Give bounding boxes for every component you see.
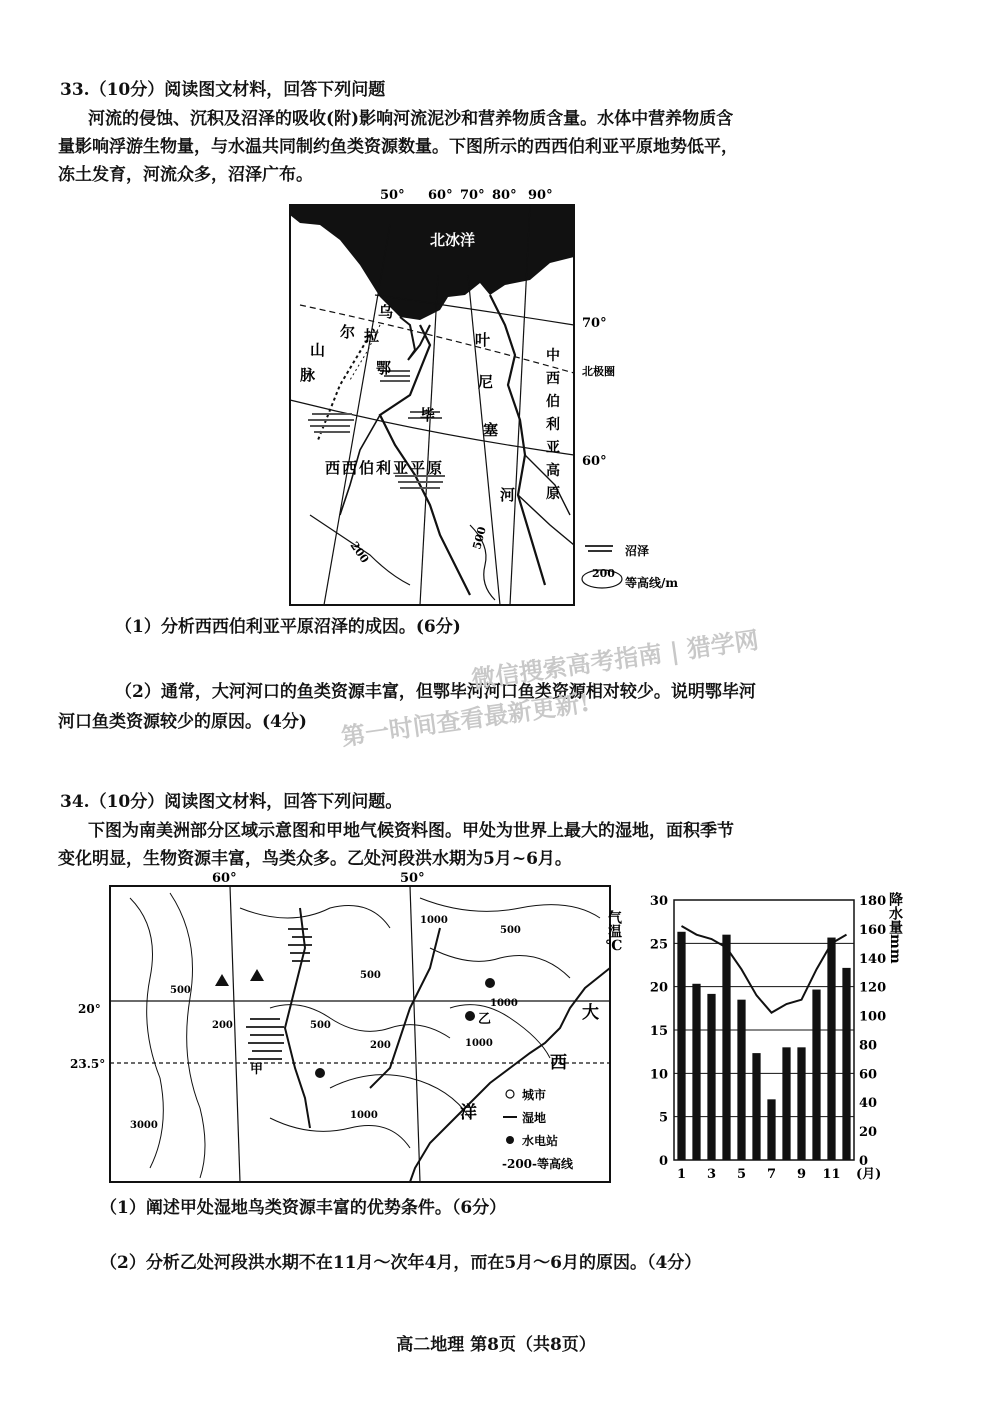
q33-sub1: （1）分析西西伯利亚平原沼泽的成因。(6分) [115,617,461,637]
y-left-tick: 15 [649,1024,668,1039]
y-left-tick: 30 [649,894,668,909]
meridian [420,275,438,605]
plateau-label: 利 [546,417,560,433]
legend-contour: -200-等高线 [502,1157,574,1171]
y-right-tick: 160 [859,922,887,938]
legend-swamp: 沼泽 [625,544,650,558]
hydro-station [465,1011,475,1021]
x-tick: 11 [822,1167,841,1182]
temperature-line [682,926,847,1013]
precipitation-bar [752,1053,760,1160]
contour-value: 500 [360,970,381,981]
legend-city-symbol [506,1090,514,1098]
y-right-tick: 40 [859,1096,878,1112]
q34-text-line1: 下图为南美洲部分区域示意图和甲地气候资料图。甲处为世界上最大的湿地，面积季节 [88,821,734,841]
climate-chart [606,880,910,1185]
atlantic-label: 大 [582,1003,599,1023]
precipitation-bar [827,938,835,1160]
yenisei-label: 河 [500,486,516,504]
ural-label: 乌 [378,303,394,321]
contour-value: 500 [170,985,191,996]
ocean-label: 北冰洋 [430,231,476,249]
mountain-triangle [250,969,264,981]
meridian-50 [410,886,420,1182]
contour-value: 1000 [490,998,518,1009]
legend-contour: 等高线/m [625,576,679,590]
y-right-tick: 60 [859,1067,878,1083]
ural-label: 尔 [340,323,356,341]
mountain-triangle [215,974,229,986]
q33-text-line3: 冻土发育，河流众多，沼泽广布。 [58,165,313,185]
arctic-circle-label: 北极圈 [582,365,615,378]
q33-sub2-line2: 河口鱼类资源较少的原因。(4分) [58,712,307,732]
y-right-tick: 80 [859,1038,878,1054]
plateau-label: 高 [546,463,560,479]
lon-label: 70° [460,188,485,203]
contour-value: 1000 [465,1038,493,1049]
atlantic-label: 西 [550,1053,567,1073]
hydro-station [485,978,495,988]
x-tick: 5 [736,1167,747,1182]
y-right-tick: 20 [859,1125,878,1141]
precipitation-bar [797,1047,805,1160]
y-right-tick: 120 [859,980,887,996]
contour-value: 200 [370,1040,391,1051]
ob-label: 毕 [420,406,436,424]
q34-sub2: （2）分析乙处河段洪水期不在11月～次年4月，而在5月～6月的原因。（4分） [100,1253,702,1273]
meridian-60 [230,886,240,1182]
y-right-ticks [859,894,886,1169]
y-left-tick: 5 [658,1110,668,1126]
lon-label: 50° [380,188,405,203]
q34-text-line2: 变化明显，生物资源丰富，鸟类众多。乙处河段洪水期为5月~6月。 [58,849,572,869]
ural-label: 山 [310,341,326,359]
contour-value: 500 [500,925,521,936]
lon-label: 90° [528,188,553,203]
jia-label: 甲 [250,1062,264,1077]
x-unit: (月) [856,1167,882,1182]
lat-label-20: 20° [78,1002,101,1016]
plain-label: 西西伯利亚平原 [325,459,445,477]
y-left-tick: 0 [658,1154,668,1169]
y-left-ticks [650,894,668,1169]
precipitation-bar [812,990,820,1160]
legend-hydro: 水电站 [522,1134,559,1148]
legend-hydro-symbol [506,1136,514,1144]
precipitation-bar [677,932,685,1160]
contour-label: 500 [470,525,489,551]
x-tick: 7 [766,1167,777,1182]
x-ticks [677,1167,881,1182]
page-footer: 高二地理 第8页（共8页） [396,1335,596,1355]
river-yi [370,928,440,1088]
y-right-tick: 0 [859,1154,869,1169]
watermark-line2: 第一时间查看最新更新! [339,687,592,752]
lon-label: 80° [492,188,517,203]
contour-value: 200 [212,1020,233,1031]
south-america-map [70,868,615,1188]
q33-text-line1: 河流的侵蚀、沉积及沼泽的吸收(附)影响河流泥沙和营养物质含量。水体中营养物质含 [88,109,734,129]
q33-text-line2: 量影响浮游生物量，与水温共同制约鱼类资源数量。下图所示的西西伯利亚平原地势低平， [58,137,738,157]
precipitation-bar [707,994,715,1160]
legend-wetland-symbol [503,1116,517,1118]
yenisei-label: 尼 [478,373,494,391]
plateau-label: 亚 [546,440,560,456]
legend-city: 城市 [522,1088,547,1102]
siberia-map [280,185,700,605]
y-left-tick: 10 [649,1067,668,1083]
plateau-label: 伯 [546,394,560,410]
x-tick: 3 [706,1167,717,1182]
contour-value: 1000 [350,1110,378,1121]
q34-header: 34.（10分）阅读图文材料，回答下列问题。 [60,792,403,812]
y-left-tick: 25 [649,937,668,953]
chart-gridlines [674,943,854,1116]
meridian [468,275,500,605]
lon-label-60: 60° [212,871,237,886]
precipitation-bar [737,1000,745,1160]
legend-wetland: 湿地 [522,1111,547,1125]
precipitation-bars [677,932,850,1160]
precipitation-bar [842,968,850,1160]
ural-label: 脉 [300,366,316,384]
atlantic-label: 洋 [460,1103,477,1123]
plateau-label: 中 [546,348,560,364]
lat-label-23-5: 23.5° [70,1057,106,1071]
yenisei-label: 塞 [483,421,499,439]
legend-contour-value: 200 [592,567,615,580]
q33-header: 33.（10分）阅读图文材料，回答下列问题 [60,80,386,100]
contour-value: 500 [310,1020,331,1031]
y-right-tick: 100 [859,1009,887,1025]
plateau-label: 原 [546,486,560,502]
x-tick: 1 [676,1167,687,1182]
plateau-label: 西 [546,371,560,387]
q33-sub2-line1: （2）通常，大河河口的鱼类资源丰富，但鄂毕河河口鱼类资源相对较少。说明鄂毕河 [115,682,756,702]
yi-label: 乙 [478,1012,492,1027]
y-right-tick: 140 [859,951,887,967]
watermark-line1: 微信搜索高考指南 | 猎学网 [469,624,761,694]
wetland-symbols [246,928,312,1060]
lon-label: 60° [428,188,453,203]
lon-label-50: 50° [400,871,425,886]
precipitation-bar [782,1047,790,1160]
yenisei-label: 叶 [475,331,491,349]
lat-label-60: 60° [582,454,607,469]
y-right-tick: 180 [859,894,887,909]
q34-sub1: （1）阐述甲处湿地鸟类资源丰富的优势条件。（6分） [100,1198,507,1218]
ob-label: 鄂 [376,359,392,377]
legend-swamp-symbol [585,545,613,552]
x-tick: 9 [796,1167,807,1182]
y-left-tick: 20 [649,980,668,996]
contour-value: 1000 [420,915,448,926]
y-left-label: 气温℃ [606,910,622,954]
ural-label: 拉 [364,327,380,345]
hydro-station [315,1068,325,1078]
precipitation-bar [767,1099,775,1160]
lat-label-70: 70° [582,316,607,331]
contour-value: 3000 [130,1120,158,1131]
yenisei-river [490,295,545,585]
y-right-label: 降水量mm [887,892,903,964]
parana-river [285,908,310,1128]
precipitation-bar [722,935,730,1160]
precipitation-bar [692,984,700,1160]
contour-label: 200 [347,539,372,566]
